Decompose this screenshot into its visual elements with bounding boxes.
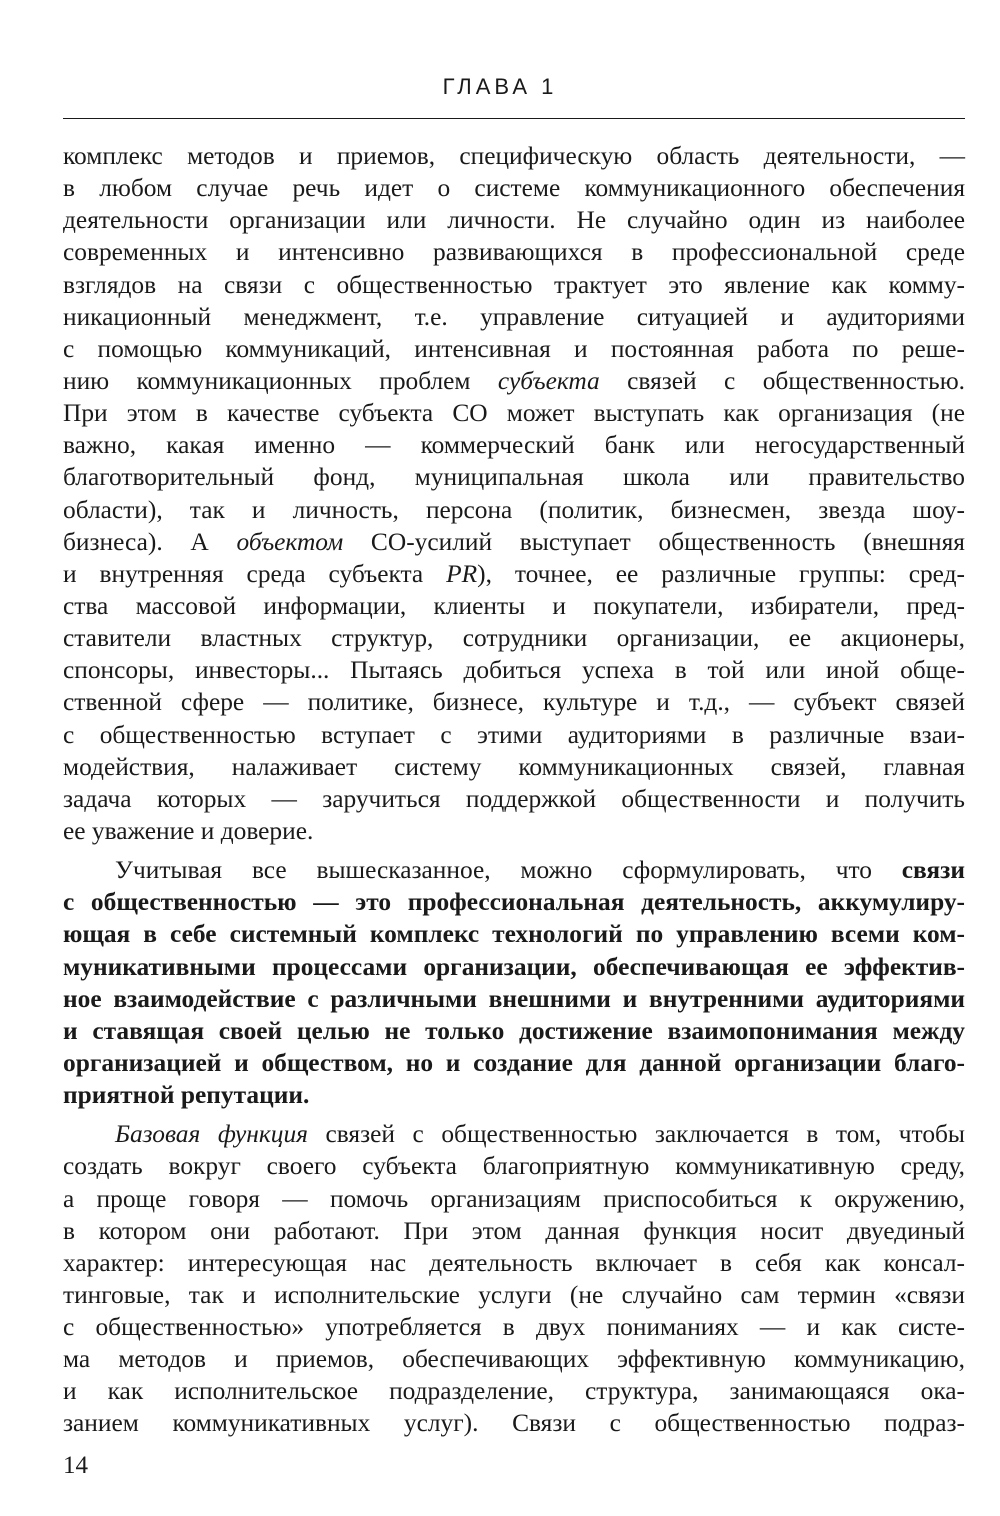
bold-definition-line: организацией и обществом, но и создание для данной организации благо- [63, 1048, 965, 1077]
text-line: модействия, налаживает систему коммуникационных связей, главная [63, 752, 965, 781]
text-line: спонсоры, инвесторы... Пытаясь добиться успеха в той или иной обще- [63, 656, 965, 685]
text-line: задача которых — заручиться поддержкой общественности и получить [63, 784, 965, 813]
text-line: с общественностью вступает с этими аудиториями в различные взаи- [63, 720, 965, 749]
bold-definition-start: связи [901, 856, 965, 885]
text-line [63, 854, 965, 886]
bold-definition-line: ное взаимодействие с различными внешними и внутренними аудиториями [63, 984, 965, 1013]
text-line: важно, какая именно — коммерческий банк или негосударственный [63, 431, 965, 460]
text-line: с общественностью» употребляется в двух пониманиях — и как систе- [63, 1313, 965, 1342]
text-line: в котором они работают. При этом данная функция носит двуединый [63, 1216, 965, 1245]
text-line: тинговые, так и исполнительские услуги (не случайно сам термин «связи [63, 1280, 965, 1309]
text-line: с помощью коммуникаций, интенсивная и постоянная работа по реше- [63, 334, 965, 363]
text-line [63, 558, 965, 590]
bold-definition-line: и ставящая своей целью не только достижение взаимопонимания между [63, 1016, 965, 1045]
text-segment: нию коммуникационных проблем [63, 366, 498, 395]
text-line: в любом случае речь идет о системе коммуникационного обеспечения [63, 174, 965, 203]
text-line: ее уважение и доверие. [63, 816, 314, 845]
italic-term-object: объектом [236, 527, 344, 556]
paragraph-3 [63, 1118, 965, 1439]
text-line: и как исполнительское подразделение, структура, занимающаяся ока- [63, 1377, 965, 1406]
text-segment: и внутренняя среда субъекта [63, 559, 447, 588]
text-line: а проще говоря — помочь организациям приспособиться к окружению, [63, 1184, 965, 1213]
bold-definition-line: ющая в себе системный комплекс технологий по управлению всеми ком- [63, 920, 965, 949]
text-line: никационный менеджмент, т.е. управление ситуацией и аудиториями [63, 302, 965, 331]
header-rule [63, 118, 965, 119]
italic-term-pr: PR [446, 559, 478, 588]
text-line: занием коммуникативных услуг). Связи с общественностью подраз- [63, 1409, 965, 1438]
text-line: ства массовой информации, клиенты и покупатели, избиратели, пред- [63, 591, 965, 620]
text-line: создать вокруг своего субъекта благоприятную коммуникативную среду, [63, 1152, 965, 1181]
italic-term-base-function: Базовая функция [115, 1120, 308, 1149]
text-line [63, 1118, 965, 1150]
text-line: деятельности организации или личности. Не случайно один из наиболее [63, 206, 965, 235]
text-line: При этом в качестве субъекта СО может выступать как организация (не [63, 399, 965, 428]
page-number: 14 [63, 1452, 88, 1479]
text-line: ставители властных структур, сотрудники организации, ее акционеры, [63, 624, 965, 653]
text-line: комплекс методов и приемов, специфическую область деятельности, — [63, 142, 965, 170]
text-line: характер: интересующая нас деятельность включает в себя как консал- [63, 1248, 965, 1277]
text-line: благотворительный фонд, муниципальная школа или правительство [63, 463, 965, 492]
text-segment: связей с общественностью заключается в том, чтобы [307, 1120, 965, 1149]
running-header: ГЛАВА 1 [442, 74, 558, 99]
text-line [63, 526, 965, 558]
bold-definition-line: приятной репутации. [63, 1081, 310, 1110]
paragraph-2 [63, 854, 965, 1111]
bold-definition-line: муникативными процессами организации, обеспечивающая ее эффектив- [63, 952, 965, 981]
text-line: ма методов и приемов, обеспечивающих эффективную коммуникацию, [63, 1345, 965, 1374]
text-line: области), так и личность, персона (политик, бизнесмен, звезда шоу- [63, 495, 965, 524]
bold-definition-line: с общественностью — это профессиональная деятельность, аккумулиру- [63, 888, 965, 917]
italic-term-subject: субъекта [497, 366, 600, 395]
page-body [63, 140, 965, 1440]
text-segment: СО-усилий выступает общественность (внешняя [343, 527, 965, 556]
paragraph-1 [63, 140, 965, 847]
text-line: взглядов на связи с общественностью трактует это явление как комму- [63, 270, 965, 299]
text-segment: бизнеса). А [63, 527, 237, 556]
text-line: ственной сфере — политике, бизнесе, культуре и т.д., — субъект связей [63, 688, 965, 717]
text-segment: связей с общественностью. [599, 366, 966, 395]
text-segment: Учитывая все вышесказанное, можно сформулировать, что [115, 856, 902, 885]
text-segment: ), точнее, ее различные группы: сред- [477, 559, 965, 588]
text-line: современных и интенсивно развивающихся в профессиональной среде [63, 238, 965, 267]
text-line [63, 365, 965, 397]
